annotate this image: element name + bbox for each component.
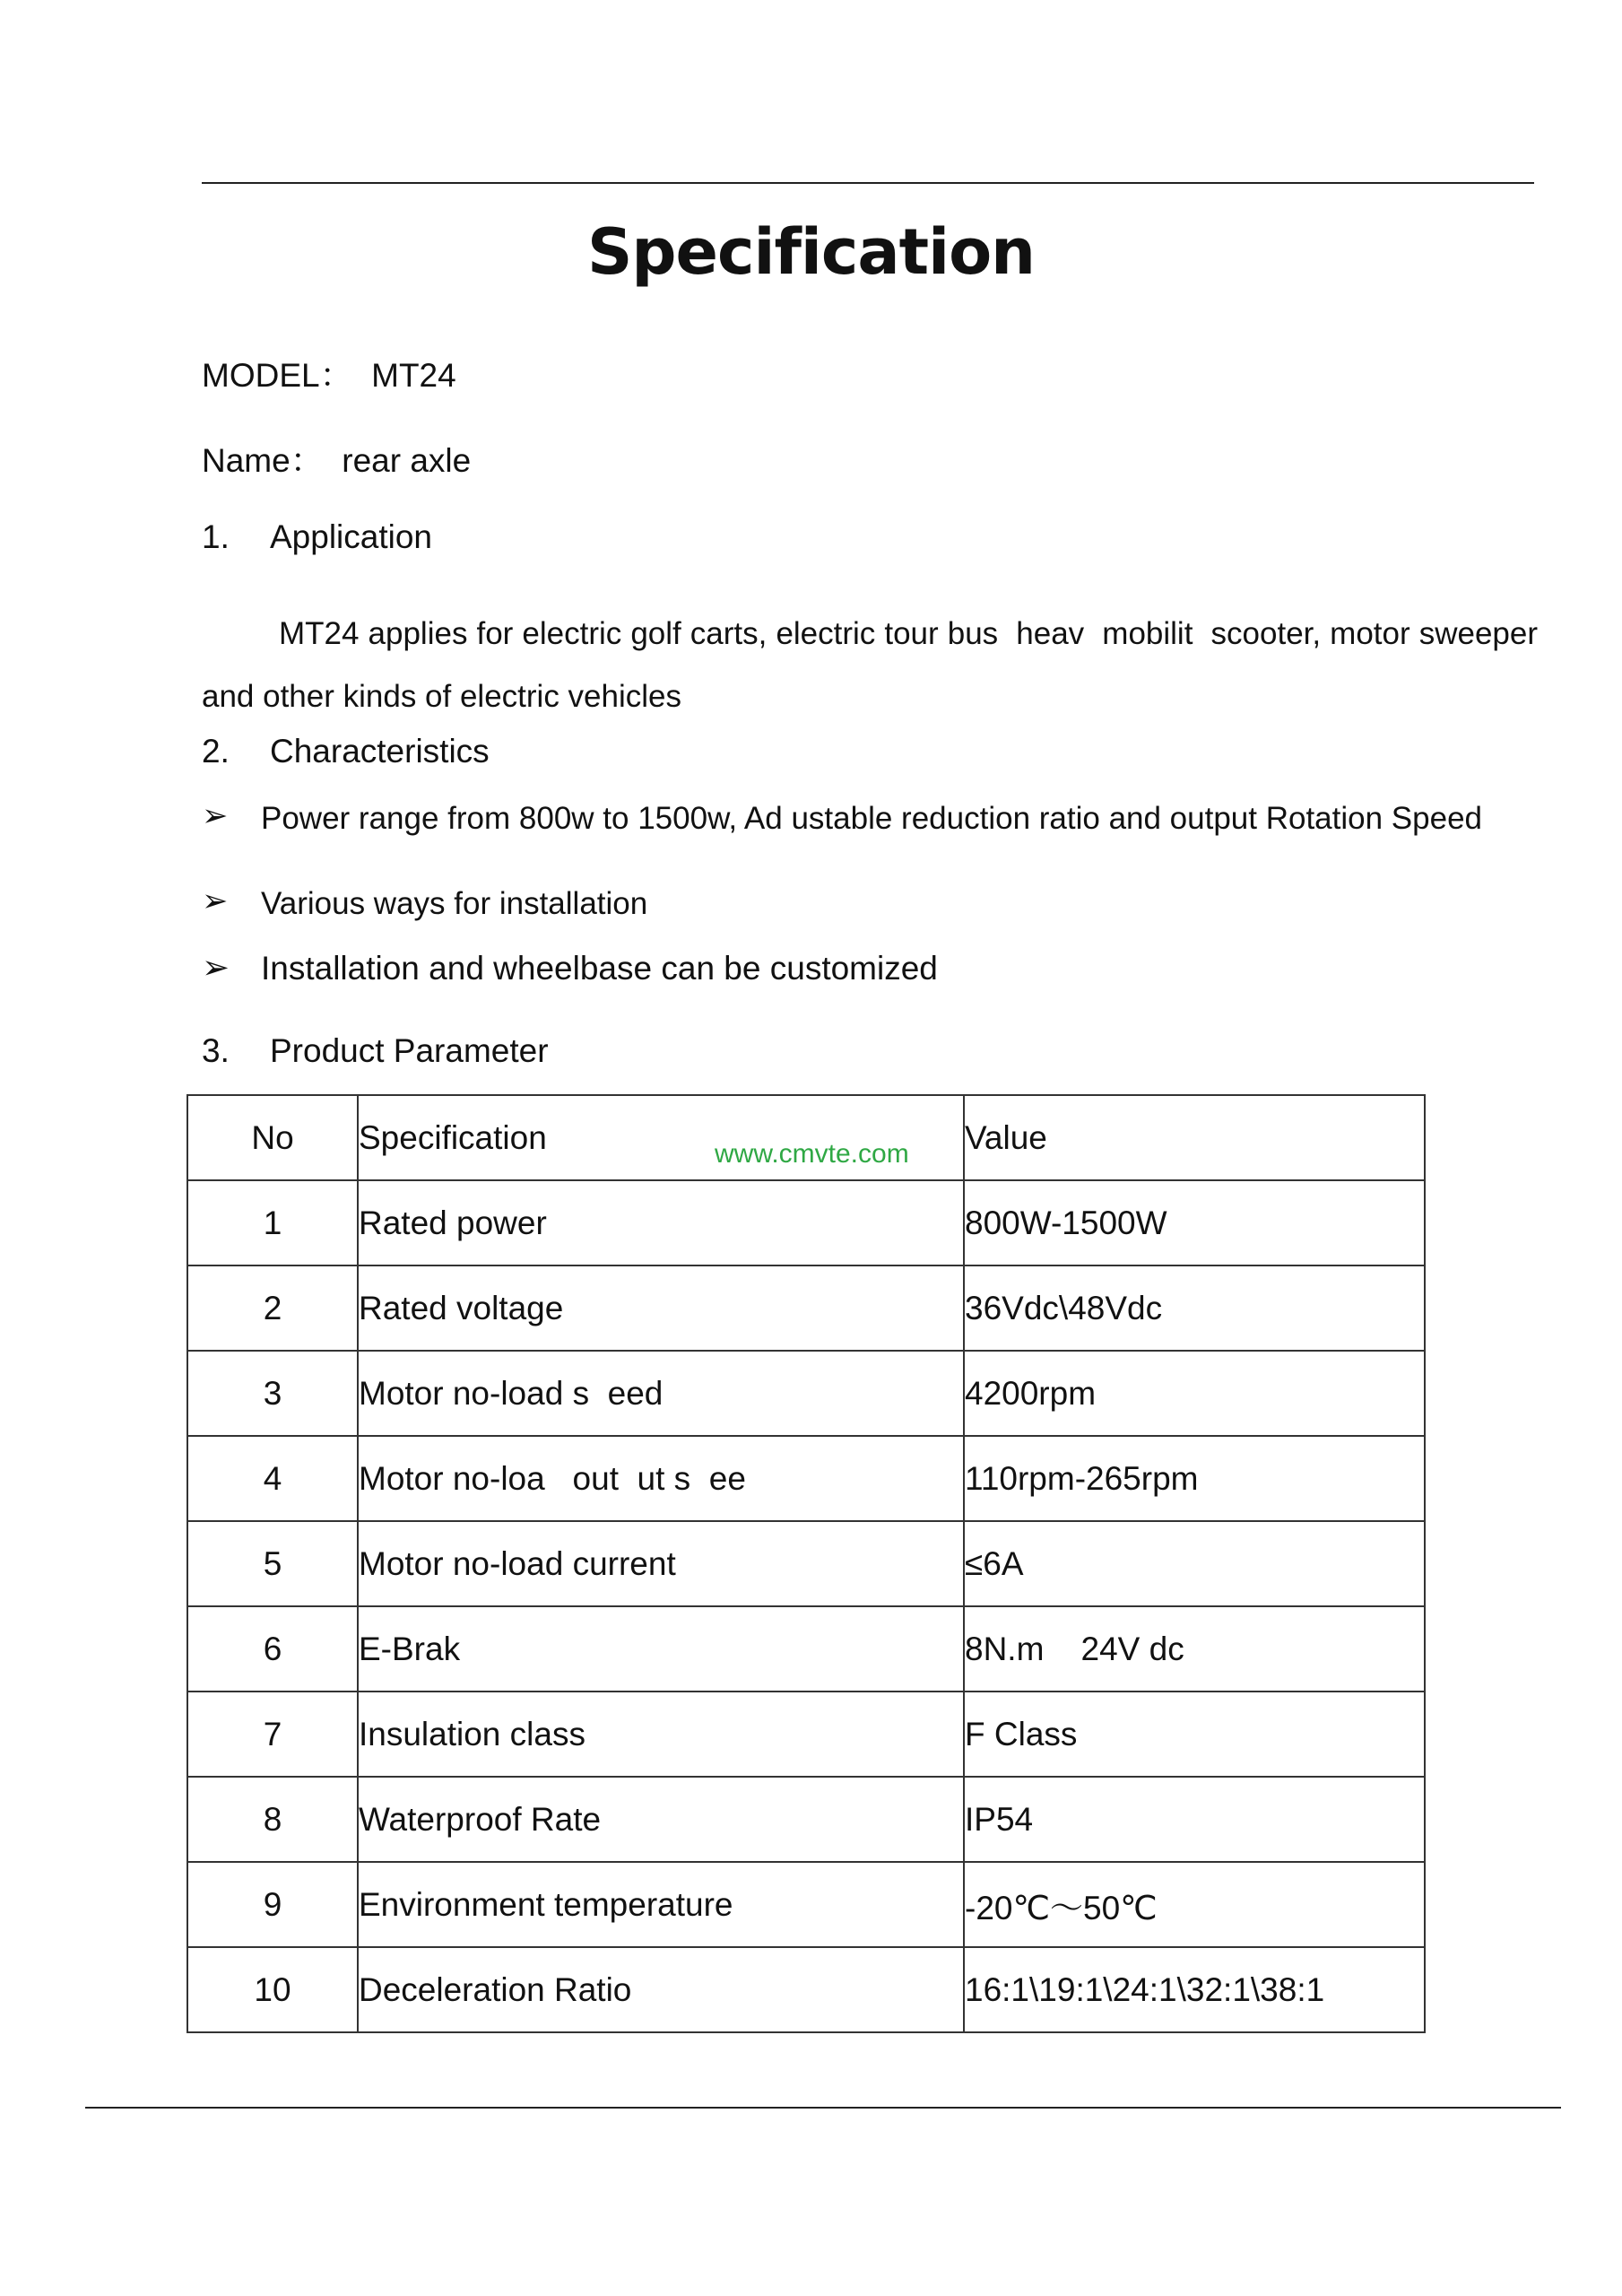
row-spec: Motor no-load s eed bbox=[358, 1351, 964, 1436]
arrow-bullet-icon: ➢ bbox=[202, 883, 229, 918]
row-value: F Class bbox=[964, 1692, 1425, 1777]
section-label: Application bbox=[270, 518, 433, 555]
row-spec: Rated voltage bbox=[358, 1265, 964, 1351]
parameter-table bbox=[186, 1094, 1426, 2033]
row-no: 1 bbox=[187, 1180, 358, 1265]
section-label: Characteristics bbox=[270, 733, 490, 770]
name-line: Name： rear axle bbox=[202, 442, 472, 479]
section-label: Product Parameter bbox=[270, 1032, 549, 1069]
row-value: IP54 bbox=[964, 1777, 1425, 1862]
table-row bbox=[187, 1606, 1425, 1692]
row-value: 110rpm-265rpm bbox=[964, 1436, 1425, 1521]
table-row bbox=[187, 1265, 1425, 1351]
header-specification: Specification bbox=[358, 1095, 964, 1180]
header-rule bbox=[202, 182, 1534, 184]
table-row bbox=[187, 1862, 1425, 1947]
row-spec: Rated power bbox=[358, 1180, 964, 1265]
table-row bbox=[187, 1777, 1425, 1862]
model-line: MODEL： MT24 bbox=[202, 357, 456, 394]
characteristic-text: Various ways for installation bbox=[261, 886, 648, 921]
row-no: 7 bbox=[187, 1692, 358, 1777]
row-value: 16:1\19:1\24:1\32:1\38:1 bbox=[964, 1947, 1425, 2032]
table-row bbox=[187, 1351, 1425, 1436]
row-spec: Insulation class bbox=[358, 1692, 964, 1777]
row-spec: Deceleration Ratio bbox=[358, 1947, 964, 2032]
section-number: 2. bbox=[202, 733, 230, 770]
row-no: 3 bbox=[187, 1351, 358, 1436]
section-number: 3. bbox=[202, 1032, 230, 1069]
row-no: 4 bbox=[187, 1436, 358, 1521]
row-value: ≤6A bbox=[964, 1521, 1425, 1606]
characteristic-text: Power range from 800w to 1500w, Ad ustable reduction ratio and output Rotation Speed bbox=[261, 801, 1483, 836]
row-no: 6 bbox=[187, 1606, 358, 1692]
row-value: -20℃～50℃ bbox=[964, 1862, 1425, 1947]
arrow-bullet-icon: ➢ bbox=[202, 949, 230, 986]
row-value: 800W-1500W bbox=[964, 1180, 1425, 1265]
row-no: 10 bbox=[187, 1947, 358, 2032]
application-paragraph: MT24 applies for electric golf carts, electric tour bus heav mobilit scooter, motor sweeper and other kinds of electric vehicles bbox=[202, 616, 1547, 714]
row-value: 8N.m 24V dc bbox=[964, 1606, 1425, 1692]
row-spec: Waterproof Rate bbox=[358, 1777, 964, 1862]
table-row bbox=[187, 1436, 1425, 1521]
row-value: 4200rpm bbox=[964, 1351, 1425, 1436]
row-value: 36Vdc\48Vdc bbox=[964, 1265, 1425, 1351]
table-row bbox=[187, 1180, 1425, 1265]
footer-rule bbox=[85, 2107, 1561, 2109]
header-no: No bbox=[187, 1095, 358, 1180]
characteristic-text: Installation and wheelbase can be customized bbox=[261, 950, 938, 987]
page-title: Specification bbox=[586, 215, 1036, 289]
row-spec: Motor no-load current bbox=[358, 1521, 964, 1606]
row-no: 2 bbox=[187, 1265, 358, 1351]
watermark-url: www.cmvte.com bbox=[715, 1139, 909, 1169]
row-no: 5 bbox=[187, 1521, 358, 1606]
arrow-bullet-icon: ➢ bbox=[202, 798, 229, 833]
row-spec: Environment temperature bbox=[358, 1862, 964, 1947]
table-row bbox=[187, 1692, 1425, 1777]
section-number: 1. bbox=[202, 518, 230, 555]
row-spec: Motor no-loa out ut s ee bbox=[358, 1436, 964, 1521]
table-row bbox=[187, 1947, 1425, 2032]
table-row bbox=[187, 1521, 1425, 1606]
row-spec: E-Brak bbox=[358, 1606, 964, 1692]
row-no: 9 bbox=[187, 1862, 358, 1947]
row-no: 8 bbox=[187, 1777, 358, 1862]
header-value: Value bbox=[964, 1095, 1425, 1180]
